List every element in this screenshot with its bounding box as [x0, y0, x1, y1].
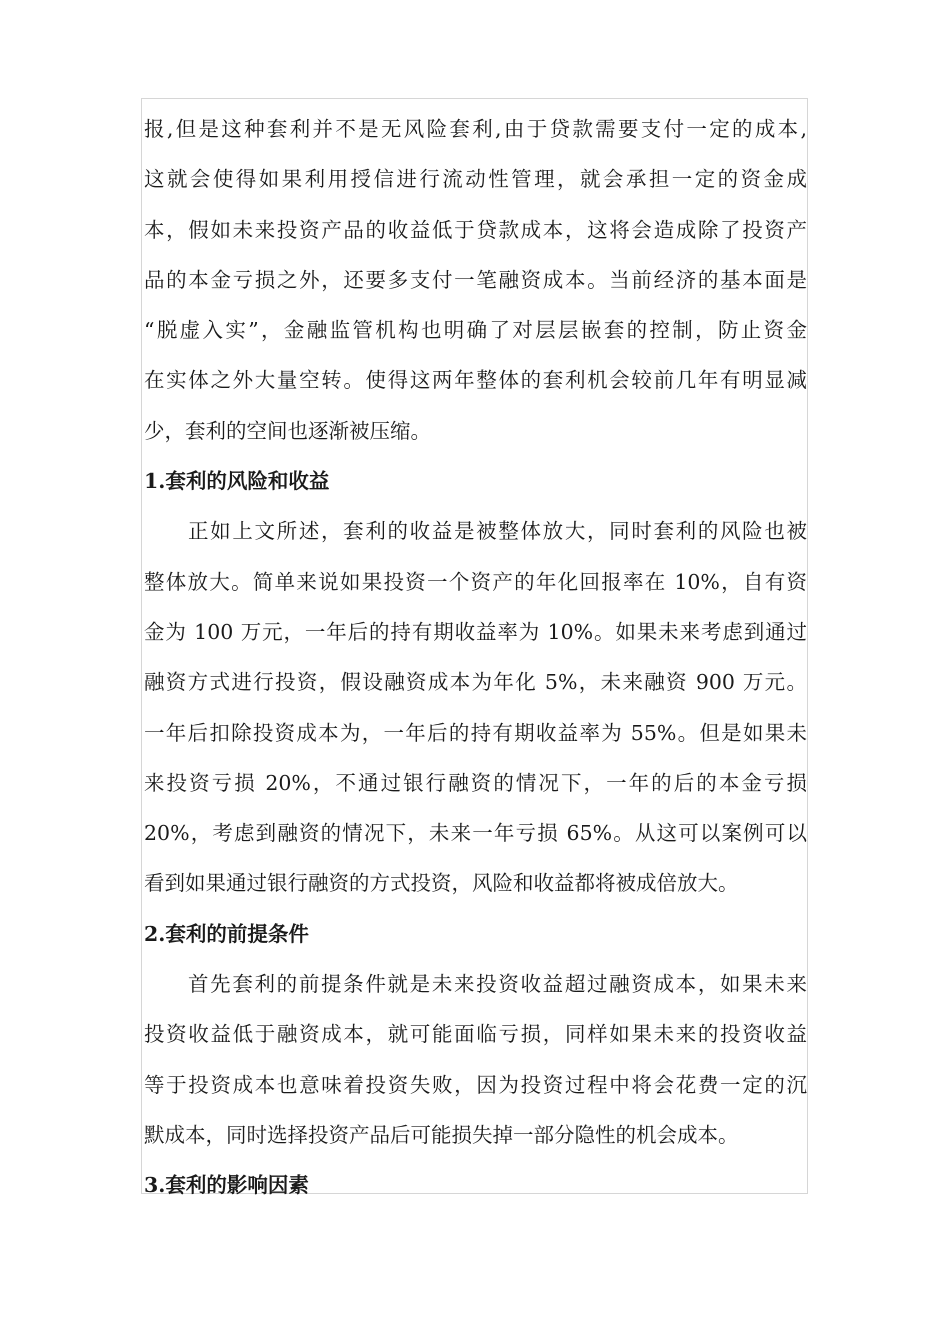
paragraph-risk-return — [144, 506, 807, 908]
paragraph-preconditions — [144, 959, 807, 1160]
text-line: 20%，考虑到融资的情况下，未来一年亏损 65%。从这可以案例可以 — [144, 821, 807, 846]
text-line: 融资方式进行投资，假设融资成本为年化 5%，未来融资 900 万元。 — [144, 670, 807, 695]
text-line: 金为 100 万元，一年后的持有期收益率为 10%。如果未来考虑到通过 — [144, 619, 807, 644]
section-heading-risk-return: 1.套利的风险和收益 — [144, 469, 330, 494]
text-line: 来投资亏损 20%，不通过银行融资的情况下，一年的后的本金亏损 — [144, 770, 807, 795]
text-line: 整体放大。简单来说如果投资一个资产的年化回报率在 10%，自有资 — [144, 569, 807, 594]
text-line: 等于投资成本也意味着投资失败，因为投资过程中将会花费一定的沉 — [144, 1072, 807, 1097]
text-line: 首先套利的前提条件就是未来投资收益超过融资成本，如果未来 — [188, 972, 807, 997]
document-body — [144, 104, 807, 1211]
text-line: 本，假如未来投资产品的收益低于贷款成本，这将会造成除了投资产 — [144, 217, 807, 242]
section-heading-preconditions: 2.套利的前提条件 — [144, 921, 309, 946]
text-line: 这就会使得如果利用授信进行流动性管理，就会承担一定的资金成 — [144, 167, 807, 192]
paragraph-intro — [144, 104, 807, 456]
text-line: “脱虚入实”，金融监管机构也明确了对层层嵌套的控制，防止资金 — [144, 318, 807, 343]
text-line: 看到如果通过银行融资的方式投资，风险和收益都将被成倍放大。 — [144, 871, 739, 896]
text-line: 一年后扣除投资成本为，一年后的持有期收益率为 55%。但是如果未 — [144, 720, 807, 745]
text-line: 正如上文所述，套利的收益是被整体放大，同时套利的风险也被 — [188, 519, 807, 544]
text-line: 在实体之外大量空转。使得这两年整体的套利机会较前几年有明显减 — [144, 368, 807, 393]
text-line: 报,但是这种套利并不是无风险套利,由于贷款需要支付一定的成本, — [144, 117, 807, 141]
text-line: 默成本，同时选择投资产品后可能损失掉一部分隐性的机会成本。 — [144, 1122, 739, 1147]
text-line: 品的本金亏损之外，还要多支付一笔融资成本。当前经济的基本面是 — [144, 267, 807, 292]
text-line: 投资收益低于融资成本，就可能面临亏损，同样如果未来的投资收益 — [144, 1022, 807, 1047]
text-line: 少，套利的空间也逐渐被压缩。 — [144, 418, 431, 443]
section-heading-influencing-factors: 3.套利的影响因素 — [144, 1173, 309, 1198]
